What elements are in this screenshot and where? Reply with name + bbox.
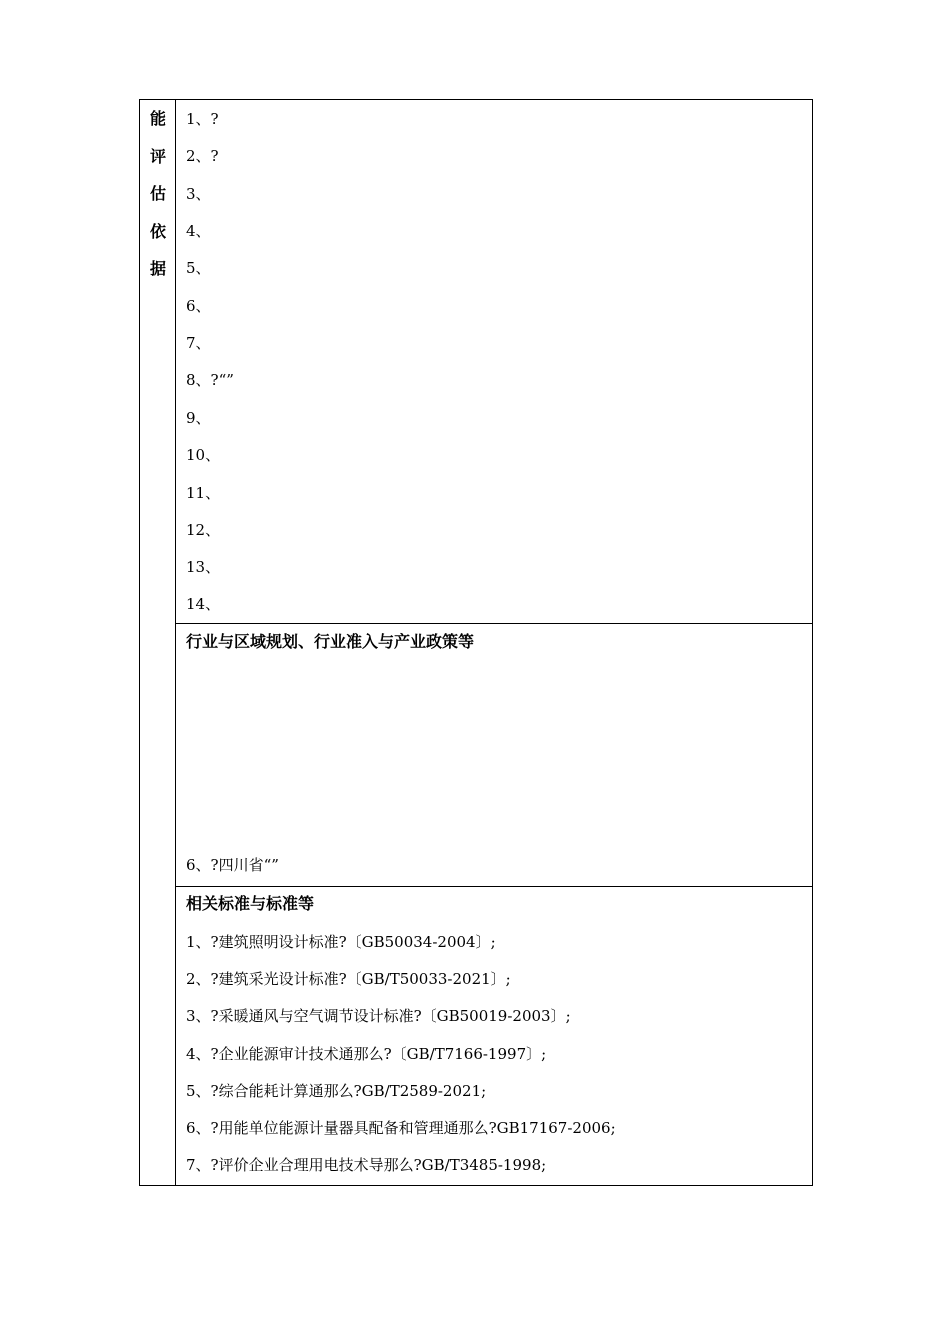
list-item: 2、? <box>186 147 219 165</box>
label-char: 据 <box>149 259 166 278</box>
label-char: 估 <box>149 184 166 203</box>
list-item: 2、?建筑采光设计标准?〔GB/T50033-2021〕; <box>186 970 511 988</box>
list-item: 8、?“” <box>186 371 234 389</box>
list-item: 6、?用能单位能源计量器具配备和管理通那么?GB17167-2006; <box>186 1119 616 1137</box>
list-item: 13、 <box>186 558 221 576</box>
list-item: 1、?建筑照明设计标准?〔GB50034-2004〕; <box>186 933 496 951</box>
list-item: 1、? <box>186 110 219 128</box>
section-heading: 相关标准与标准等 <box>186 894 315 913</box>
standards-section <box>176 887 812 1187</box>
content-column <box>176 100 812 1185</box>
row-label-cell <box>140 100 176 1185</box>
list-item: 3、?采暖通风与空气调节设计标准?〔GB50019-2003〕; <box>186 1007 571 1025</box>
list-item: 5、?综合能耗计算通那么?GB/T2589-2021; <box>186 1082 487 1100</box>
evaluation-basis-table <box>139 99 813 1186</box>
label-char: 评 <box>149 147 166 166</box>
list-item: 6、 <box>186 297 211 315</box>
section-heading: 行业与区域规划、行业准入与产业政策等 <box>186 632 475 651</box>
laws-section <box>176 100 812 624</box>
list-item: 4、?企业能源审计技术通那么?〔GB/T7166-1997〕; <box>186 1045 547 1063</box>
label-char: 能 <box>149 109 166 128</box>
list-item: 10、 <box>186 446 221 464</box>
list-item: 5、 <box>186 259 211 277</box>
list-item: 9、 <box>186 409 211 427</box>
list-item: 3、 <box>186 185 211 203</box>
list-item: 11、 <box>186 484 221 502</box>
label-char: 依 <box>149 222 166 241</box>
list-item: 12、 <box>186 521 221 539</box>
list-item: 7、?评价企业合理用电技术导那么?GB/T3485-1998; <box>186 1156 547 1174</box>
list-item: 6、?四川省“” <box>186 856 279 874</box>
policy-section <box>176 624 812 887</box>
list-item: 14、 <box>186 595 221 613</box>
list-item: 7、 <box>186 334 211 352</box>
list-item: 4、 <box>186 222 211 240</box>
